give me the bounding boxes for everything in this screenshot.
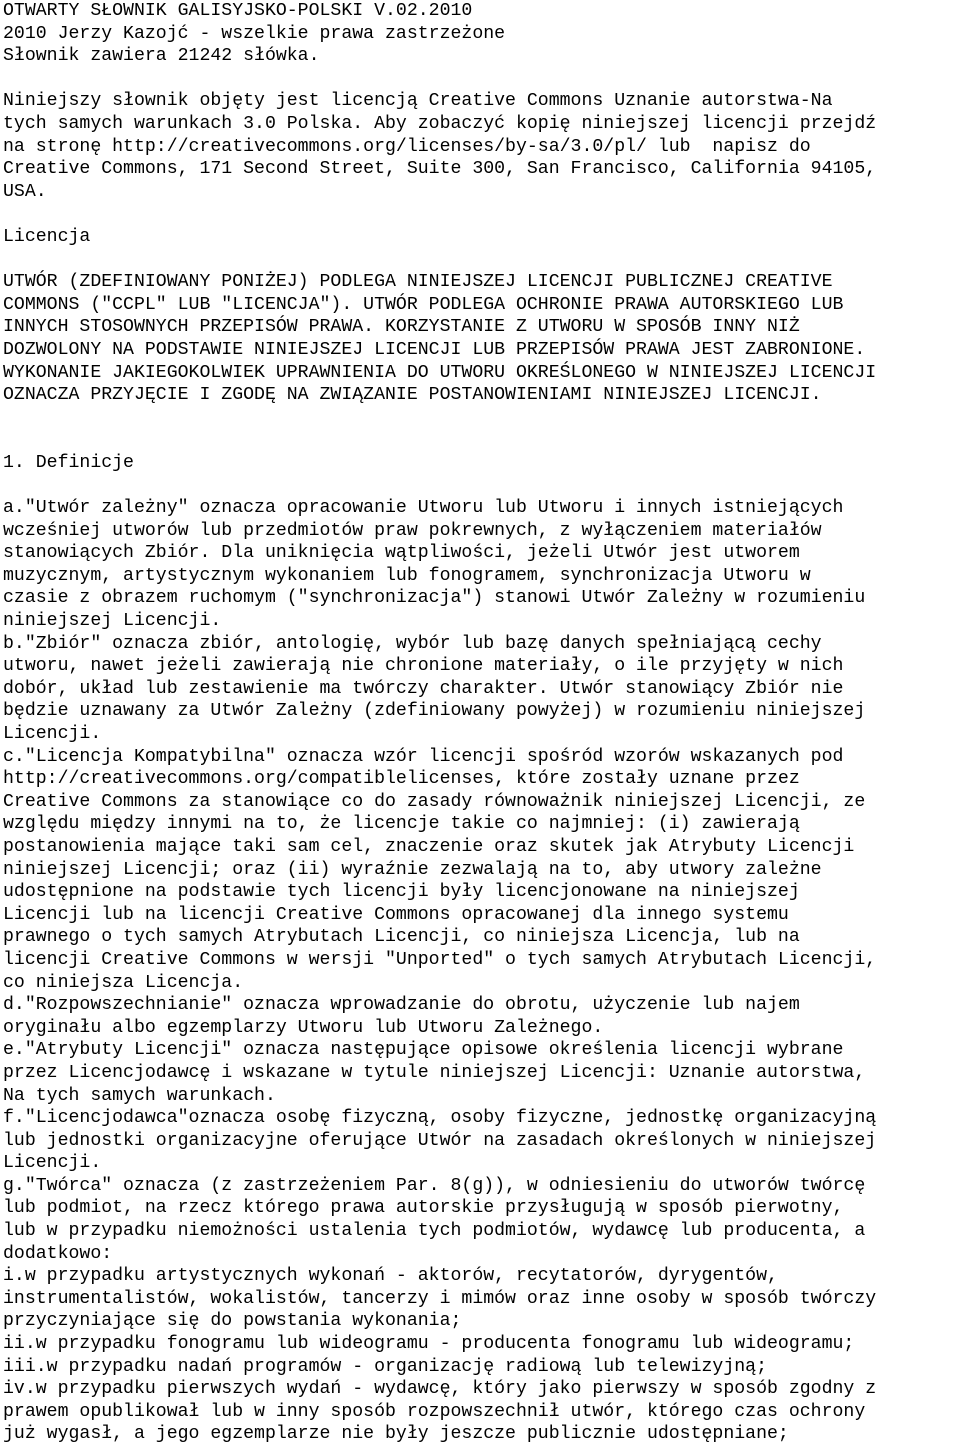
header-copyright: 2010 Jerzy Kazojć - wszelkie prawa zastrzeżone — [3, 23, 506, 44]
text-line: e."Atrybuty Licencji" oznacza następujące opisowe określenia licencji wybrane — [3, 1040, 844, 1061]
spacer — [3, 249, 960, 272]
text-line: dodatkowo: — [3, 1243, 113, 1264]
header-word-count: Słownik zawiera 21242 słówka. — [3, 46, 320, 67]
text-line: d."Rozpowszechnianie" oznacza wprowadzanie do obrotu, użyczenie lub najem — [3, 995, 800, 1016]
text-line: Niniejszy słownik objęty jest licencją Creative Commons Uznanie autorstwa-Na — [3, 91, 833, 112]
text-line: g."Twórca" oznacza (z zastrzeżeniem Par. 8(g)), w odniesieniu do utworów twórcę — [3, 1175, 866, 1196]
licencja-heading: Licencja — [3, 226, 91, 247]
text-line: USA. — [3, 181, 47, 202]
text-line: oryginału albo egzemplarzy Utworu lub Utworu Zależnego. — [3, 1017, 604, 1038]
text-line: prawem opublikował lub w inny sposób rozpowszechnił utwór, którego czas ochrony — [3, 1401, 866, 1422]
definitions-list — [3, 497, 960, 1446]
text-line: przyczyniające się do powstania wykonania; — [3, 1311, 462, 1332]
text-line: prawnego o tych samych Atrybutach Licencji, co niniejsza Licencja, lub na — [3, 927, 800, 948]
preamble-paragraph — [3, 271, 960, 407]
text-line: utworu, nawet jeżeli zawierają nie chronione materiały, o ile przyjęty w nich — [3, 656, 844, 677]
text-line: UTWÓR (ZDEFINIOWANY PONIŻEJ) PODLEGA NINIEJSZEJ LICENCJI PUBLICZNEJ CREATIVE — [3, 272, 833, 293]
text-line: WYKONANIE JAKIEGOKOLWIEK UPRAWNIENIA DO UTWORU OKREŚLONEGO W NINIEJSZEJ LICENCJI — [3, 362, 877, 383]
text-line: ii.w przypadku fonogramu lub wideogramu - producenta fonogramu lub wideogramu; — [3, 1334, 855, 1355]
text-line: Creative Commons za stanowiące co do zasady równoważnik niniejszej Licencji, ze — [3, 791, 866, 812]
text-line: a."Utwór zależny" oznacza opracowanie Utworu lub Utworu i innych istniejących — [3, 498, 844, 519]
text-line: Licencji. — [3, 724, 102, 744]
text-line: niniejszej Licencji; oraz (ii) wyraźnie zezwalają na to, aby utwory zależne — [3, 859, 822, 880]
text-line: b."Zbiór" oznacza zbiór, antologię, wybór lub bazę danych spełniającą cechy — [3, 633, 822, 654]
text-line: INNYCH STOSOWNYCH PRZEPISÓW PRAWA. KORZYSTANIE Z UTWORU W SPOSÓB INNY NIŻ — [3, 317, 800, 338]
spacer — [3, 407, 960, 452]
text-line: iii.w przypadku nadań programów - organizację radiową lub telewizyjną; — [3, 1356, 767, 1377]
text-line: Licencji lub na licencji Creative Commons opracowanej dla innego systemu — [3, 904, 789, 925]
text-line: będzie uznawany za Utwór Zależny (zdefiniowany powyżej) w rozumieniu niniejszej — [3, 701, 866, 722]
text-line: co niniejsza Licencja. — [3, 972, 244, 993]
text-line: względu między innymi na to, że licencje takie co najmniej: (i) zawierają — [3, 814, 800, 835]
spacer — [3, 203, 960, 226]
text-line: instrumentalistów, wokalistów, tancerzy i mimów oraz inne osoby w sposób twórczy — [3, 1288, 877, 1309]
header-title: OTWARTY SŁOWNIK GALISYJSKO-POLSKI V.02.2010 — [3, 1, 473, 21]
text-line: wcześniej utworów lub przedmiotów praw pokrewnych, z wyłączeniem materiałów — [3, 520, 822, 541]
text-line: muzycznym, artystycznym wykonaniem lub fonogramem, synchronizacja Utworu w — [3, 565, 811, 586]
text-line: postanowienia mające taki sam cel, znaczenie oraz skutek jak Atrybuty Licencji — [3, 836, 855, 857]
text-line: DOZWOLONY NA PODSTAWIE NINIEJSZEJ LICENCJI LUB PRZEPISÓW PRAWA JEST ZABRONIONE. — [3, 339, 866, 360]
text-line: lub w przypadku niemożności ustalenia tych podmiotów, wydawcę lub producenta, a — [3, 1221, 866, 1242]
license-intro-paragraph — [3, 90, 960, 203]
text-line: niniejszej Licencji. — [3, 611, 222, 632]
text-line: iv.w przypadku pierwszych wydań - wydawcę, który jako pierwszy w sposób zgodny z — [3, 1379, 877, 1400]
document-header — [3, 0, 960, 68]
text-line: udostępnione na podstawie tych licencji były licencjonowane na niniejszej — [3, 882, 800, 903]
text-line: Licencji. — [3, 1153, 102, 1174]
spacer — [3, 474, 960, 497]
text-line: Na tych samych warunkach. — [3, 1085, 276, 1106]
text-line: i.w przypadku artystycznych wykonań - aktorów, recytatorów, dyrygentów, — [3, 1266, 778, 1287]
text-line: już wygasł, a jego egzemplarze nie były jeszcze publicznie udostępniane; — [3, 1424, 789, 1445]
text-line: COMMONS ("CCPL" LUB "LICENCJA"). UTWÓR PODLEGA OCHRONIE PRAWA AUTORSKIEGO LUB — [3, 294, 844, 315]
text-line: lub podmiot, na rzecz którego prawa autorskie przysługują w sposób pierwotny, — [3, 1198, 844, 1219]
text-line: c."Licencja Kompatybilna" oznacza wzór licencji spośród wzorów wskazanych pod — [3, 746, 844, 767]
text-line: przez Licencjodawcę i wskazane w tytule niniejszej Licencji: Uznanie autorstwa, — [3, 1062, 866, 1083]
text-line: licencji Creative Commons w wersji "Unported" o tych samych Atrybutach Licencji, — [3, 949, 877, 970]
text-line: stanowiących Zbiór. Dla uniknięcia wątpliwości, jeżeli Utwór jest utworem — [3, 543, 800, 564]
text-line: czasie z obrazem ruchomym ("synchronizacja") stanowi Utwór Zależny w rozumieniu — [3, 588, 866, 609]
text-line: OZNACZA PRZYJĘCIE I ZGODĘ NA ZWIĄZANIE POSTANOWIENIAMI NINIEJSZEJ LICENCJI. — [3, 385, 822, 406]
text-line: lub jednostki organizacyjne oferujące Utwór na zasadach określonych w niniejszej — [3, 1130, 877, 1151]
text-line: Creative Commons, 171 Second Street, Suite 300, San Francisco, California 94105, — [3, 159, 877, 180]
spacer — [3, 68, 960, 91]
text-line: tych samych warunkach 3.0 Polska. Aby zobaczyć kopię niniejszej licencji przejdź — [3, 113, 877, 134]
text-line: f."Licencjodawca"oznacza osobę fizyczną, osoby fizyczne, jednostkę organizacyjną — [3, 1108, 877, 1129]
text-line: http://creativecommons.org/compatiblelicenses, które zostały uznane przez — [3, 769, 800, 790]
text-line: dobór, układ lub zestawienie ma twórczy charakter. Utwór stanowiący Zbiór nie — [3, 678, 844, 699]
section-heading-definitions: 1. Definicje — [3, 452, 134, 473]
text-line: na stronę http://creativecommons.org/licenses/by-sa/3.0/pl/ lub napisz do — [3, 136, 811, 157]
